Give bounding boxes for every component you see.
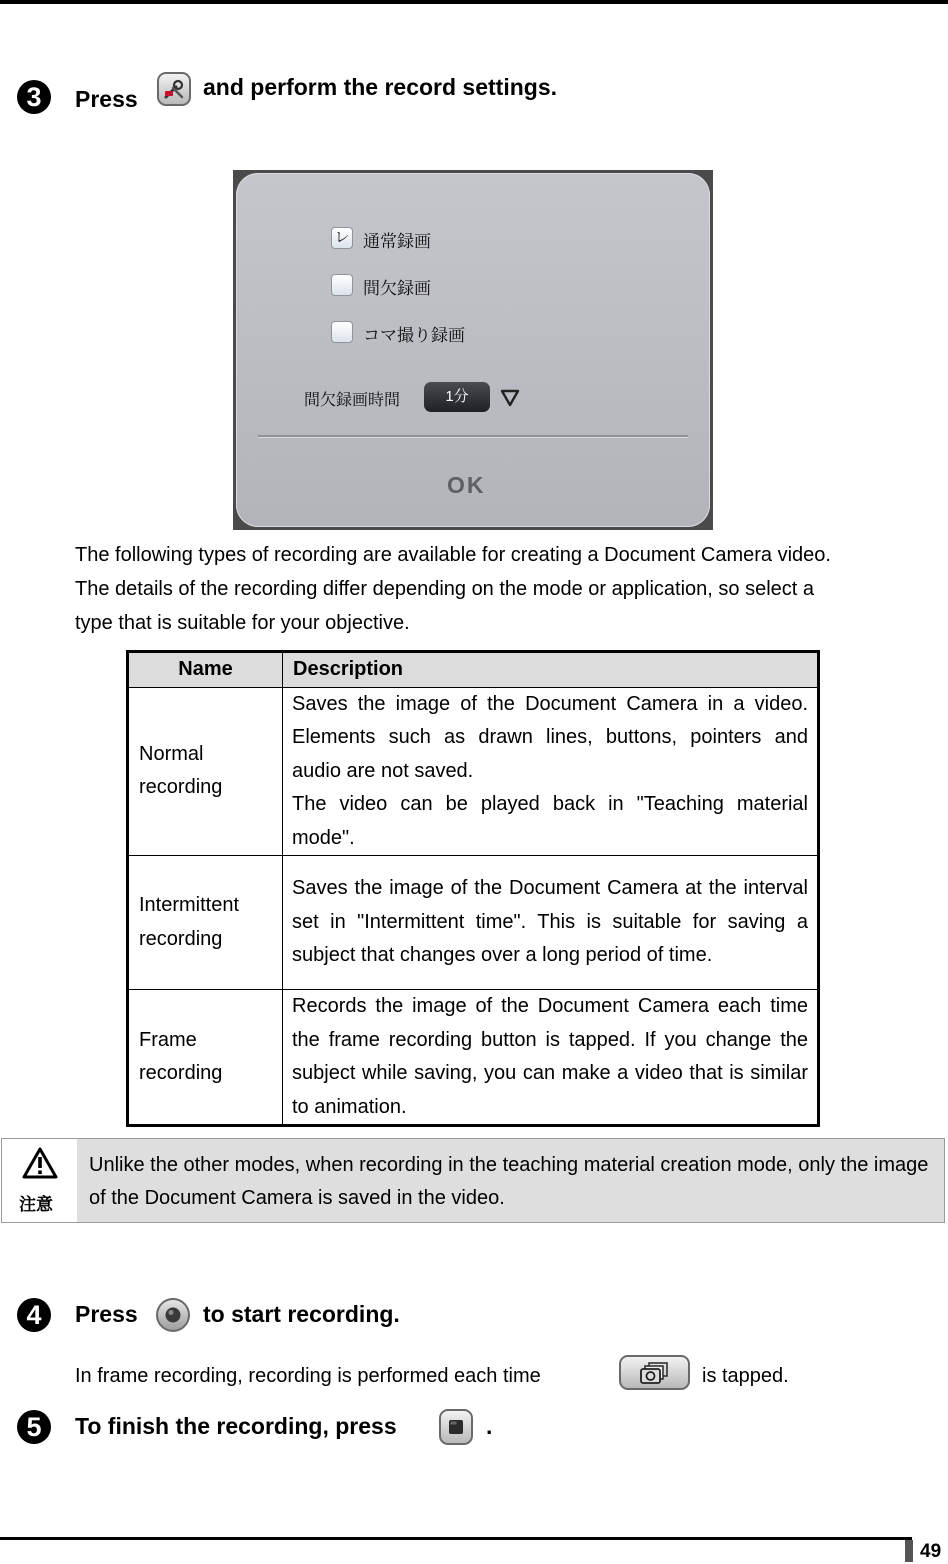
row-name-line-2: recording [139,1062,223,1084]
interval-time-select[interactable]: 1分 [424,382,490,412]
normal-recording-checkbox[interactable]: レ [331,227,353,249]
intro-line-2: The details of the recording differ depending on the mode or application, so select a [75,578,814,600]
row-description-cell [283,856,819,990]
frame-capture-icon [640,1362,670,1384]
step-3-text-before: Press [75,86,138,112]
table-row [128,856,819,990]
step-4-text-before: Press [75,1301,138,1327]
description-column-header: Description [283,652,819,688]
dropdown-triangle-icon[interactable] [500,389,520,407]
step-5-number: 5 [17,1410,51,1444]
table-row [128,990,819,1126]
tools-settings-icon [162,77,186,101]
settings-tools-button[interactable] [157,72,191,106]
frame-recording-note-after: is tapped. [702,1365,789,1387]
step-3-text-after: and perform the record settings. [203,74,558,100]
table-header-row [128,652,819,688]
step-3-number: 3 [17,80,51,114]
intro-line-1: The following types of recording are available for creating a Document Camera video. [75,544,831,566]
intermittent-recording-label: 間欠録画 [363,279,431,298]
row-name-line-1: Frame [139,1028,197,1051]
normal-recording-label: 通常録画 [363,232,431,251]
row-name-cell [128,687,283,856]
caution-box [1,1138,945,1223]
row-description-cell [283,990,819,1126]
intro-line-3: type that is suitable for your objective. [75,612,410,634]
row-name-line-1: Intermittent [139,894,240,916]
bottom-rule [0,1537,912,1540]
ok-button[interactable]: OK [447,472,486,498]
caution-label: 注意 [19,1195,53,1214]
row-description-cell [283,687,819,856]
frame-recording-label: コマ撮り録画 [363,326,465,345]
stop-button[interactable] [439,1409,473,1445]
row-name-line-2: recording [139,927,223,950]
step-5-text: To finish the recording, press [75,1413,397,1439]
top-rule [0,0,948,4]
record-button[interactable] [156,1298,190,1332]
step-4-text-after: to start recording. [203,1301,400,1327]
record-settings-dialog [236,173,710,527]
row-name-line-2: recording [139,776,223,799]
dialog-divider [258,435,688,437]
table-row [128,687,819,856]
name-column-header: Name [128,652,283,688]
page-tab-marker [905,1540,913,1562]
caution-icon-area [2,1139,77,1222]
warning-triangle-icon [22,1147,58,1179]
page-number: 49 [920,1541,942,1562]
row-description-2: The video can be played back in "Teaching material mode". [292,793,808,849]
row-name-cell [128,856,283,990]
frame-capture-button[interactable] [619,1355,690,1390]
intermittent-recording-checkbox[interactable] [331,274,353,296]
caution-text: Unlike the other modes, when recording in the teaching material creation mode, only the image of the Document Camera is saved in the video. [77,1139,944,1222]
row-name-line-1: Normal [139,742,204,765]
record-button-icon [164,1306,182,1324]
interval-time-label: 間欠録画時間 [304,392,401,409]
row-name-cell [128,990,283,1126]
step-4-number: 4 [17,1298,51,1332]
step-5-period: . [486,1413,493,1439]
recording-types-table [126,650,820,1127]
row-description: Records the image of the Document Camera each time the frame recording button is tapped. If you change the subject while saving, you can make a video that is similar to animation. [292,995,808,1118]
row-description: Saves the image of the Document Camera in a video. Elements such as drawn lines, buttons, pointers and audio are not saved. [292,692,808,782]
frame-recording-checkbox[interactable] [331,321,353,343]
frame-recording-note-before: In frame recording, recording is performed each time [75,1365,541,1387]
row-description: Saves the image of the Document Camera at the interval set in "Intermittent time". This is suitable for saving a subject that changes over a long period of time. [292,877,808,967]
stop-button-icon [448,1419,464,1435]
